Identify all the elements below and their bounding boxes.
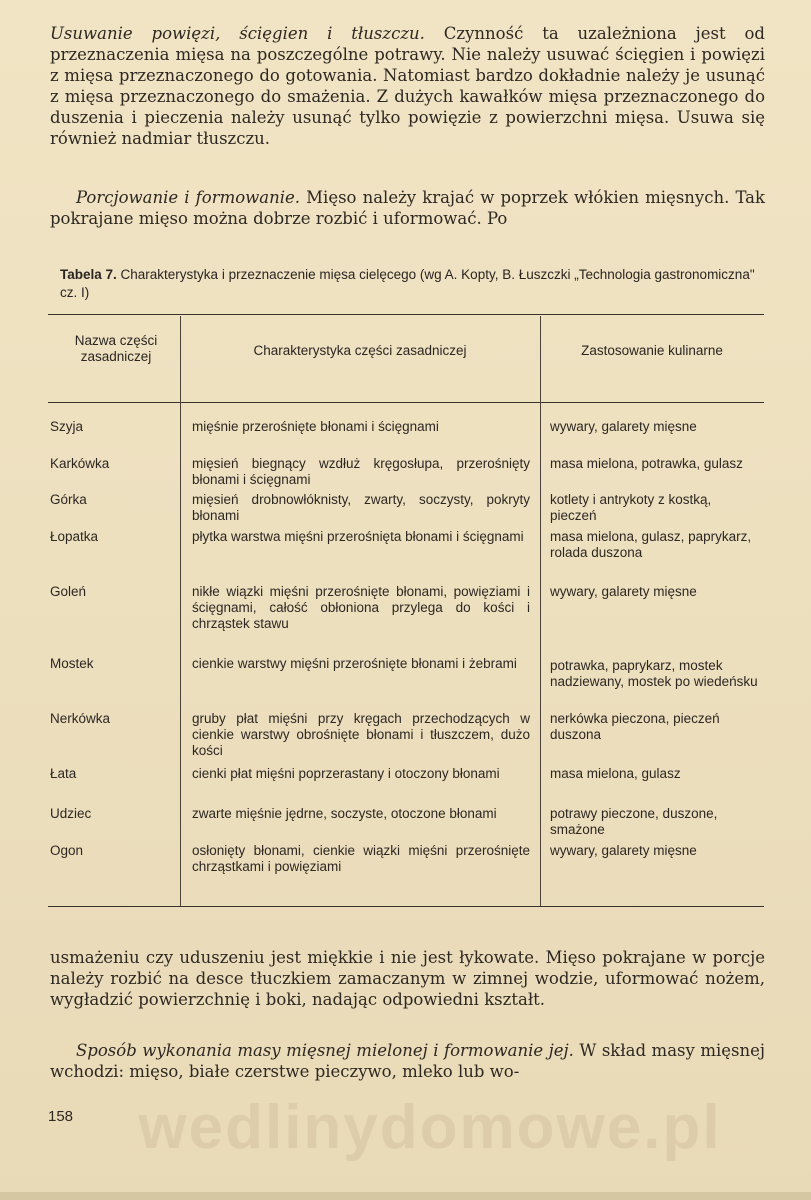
header-name: Nazwa części zasadniczej [74,333,158,364]
paragraph-heading: Usuwanie powięzi, ścięgien i tłuszczu. [50,24,425,43]
row-name: Łopatka [50,529,99,544]
table-caption-label: Tabela 7. [60,267,117,282]
row-use: kotlety i antrykoty z kostką, pieczeń [550,492,712,524]
paragraph-portioning [50,187,765,229]
row-use: masa mielona, gulasz, paprykarz, rolada duszona [550,529,752,561]
page-number: 158 [48,1108,74,1125]
paragraph-body: W skład masy mięsnej wchodzi: mięso, białe czerstwe pieczywo, mleko lub wo- [50,1041,765,1081]
row-name: Udziec [50,806,92,821]
watermark: wedlinydomowe.pl [138,1093,722,1162]
row-use: masa mielona, gulasz [550,766,681,781]
paragraph-portioning-continued [50,947,765,1010]
row-characteristics: mięsień drobnowłóknisty, zwarty, soczysty, pokryty błonami [192,492,530,524]
row-use: wywary, galarety mięsne [550,584,697,599]
row-name: Górka [50,492,87,507]
paragraph-minced-meat [50,1040,765,1082]
page-edge [0,1192,811,1200]
paragraph-removing-fascia [50,23,765,149]
table-caption [60,266,765,302]
row-name: Nerkówka [50,711,111,726]
row-use: potrawka, paprykarz, mostek nadziewany, mostek po wiedeńsku [550,658,758,690]
paragraph-heading: Porcjowanie i formowanie. [76,188,301,207]
row-name: Mostek [50,656,94,671]
row-name: Karkówka [50,456,110,471]
paragraph-heading: Sposób wykonania masy mięsnej mielonej i formowanie jej. [76,1041,574,1060]
row-name: Łata [50,766,77,781]
table-column-divider [180,316,181,906]
header-characteristics: Charakterystyka części zasadniczej [253,343,467,358]
row-use: wywary, galarety mięsne [550,843,697,858]
header-culinary-use: Zastosowanie kulinarne [581,343,723,358]
row-use: nerkówka pieczona, pieczeń duszona [550,711,720,743]
table-header-rule [48,402,764,403]
row-characteristics: osłonięty błonami, cienkie wiązki mięśni przerośnięte chrząstkami i powięziami [192,843,530,875]
row-characteristics: cienkie warstwy mięśni przerośnięte błonami i żebrami [192,656,517,671]
row-characteristics: zwarte mięśnie jędrne, soczyste, otoczone błonami [192,806,497,821]
row-characteristics: mięsień biegnący wzdłuż kręgosłupa, przerośnięty błonami i ścięgnami [192,456,530,488]
row-name: Ogon [50,843,84,858]
row-use: potrawy pieczone, duszone, smażone [550,806,718,838]
row-name: Szyja [50,419,84,434]
table-column-divider [540,316,541,906]
row-characteristics: cienki płat mięśni poprzerastany i otoczony błonami [192,766,500,781]
row-characteristics: nikłe wiązki mięśni przerośnięte błonami, powięziami i ścięgnami, całość obłoniona przylega do kości i chrząstek stawu [192,584,530,632]
row-name: Goleń [50,584,87,599]
paragraph-body: Mięso należy krajać w poprzek włókien mięsnych. Tak pokrajane mięso można dobrze rozbić i uformować. Po [50,188,766,228]
row-characteristics: mięśnie przerośnięte błonami i ścięgnami [192,419,439,434]
table-top-rule [48,314,764,315]
table-bottom-rule [48,906,764,907]
row-use: masa mielona, potrawka, gulasz [550,456,743,471]
table-caption-text: Charakterystyka i przeznaczenie mięsa cielęcego (wg A. Kopty, B. Łuszczki „Technologia gastronomiczna" cz. I) [60,267,755,300]
paragraph-body: usmażeniu czy uduszeniu jest miękkie i nie jest łykowate. Mięso pokrajane w porcje należy rozbić na desce tłuczkiem zamaczanym w zimnej wodzie, uformować nożem, wygładzić powierzchnię i boki, nadając odpowiedni kształt. [50,948,765,1009]
row-characteristics: gruby płat mięśni przy kręgach przechodzących w cienkie warstwy obrośnięte błonami i tłuszczem, dużo kości [192,711,530,759]
row-characteristics: płytka warstwa mięśni przerośnięta błonami i ścięgnami [192,529,524,544]
paragraph-body: Czynność ta uzależniona jest od przeznaczenia mięsa na poszczególne potrawy. Nie należy usuwać ścięgien i powięzi z mięsa przeznaczonego do gotowania. Natomiast bardzo dokładnie należy je usunąć z mięsa przeznaczonego do smażenia. Z dużych kawałków mięsa przeznaczonego do duszenia i pieczenia należy usunąć tylko powięzie z powierzchni mięsa. Usuwa się również nadmiar tłuszczu. [50,24,765,148]
row-use: wywary, galarety mięsne [550,419,697,434]
